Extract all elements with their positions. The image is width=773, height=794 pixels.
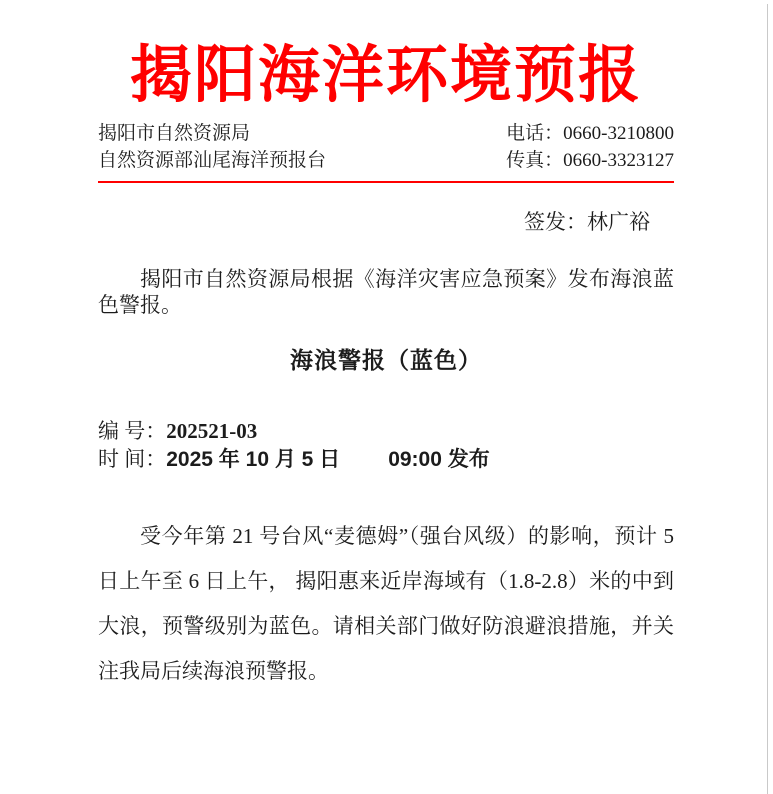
alert-time-date: 2025 年 10 月 5 日 bbox=[166, 448, 341, 472]
signer-name: 林广裕 bbox=[587, 210, 650, 235]
page-title: 揭阳海洋环境预报 bbox=[129, 42, 642, 110]
alert-heading: 海浪警报（蓝色） bbox=[290, 347, 482, 374]
alert-number-line bbox=[98, 417, 674, 445]
page-edge-border bbox=[767, 4, 768, 794]
letterhead-org-block bbox=[98, 120, 326, 174]
letterhead bbox=[98, 120, 674, 174]
fax-value: 0660-3323127 bbox=[563, 150, 674, 172]
alert-number-label: 编 号： bbox=[98, 419, 167, 444]
alert-meta-block bbox=[98, 417, 674, 474]
phone-line bbox=[506, 120, 674, 147]
intro-paragraph: 揭阳市自然资源局根据《海洋灾害应急预案》发布海浪蓝色警报。 bbox=[98, 267, 674, 318]
phone-value: 0660-3210800 bbox=[563, 123, 674, 145]
alert-time-line bbox=[98, 445, 674, 474]
org-name-line1: 揭阳市自然资源局 bbox=[98, 123, 251, 145]
alert-number-value: 202521-03 bbox=[166, 419, 258, 444]
alert-time-publish: 09:00 发布 bbox=[388, 448, 490, 472]
signer-label: 签发： bbox=[524, 210, 587, 235]
header-divider-line bbox=[98, 181, 674, 183]
body-paragraph: 受今年第 21 号台风“麦德姆”（强台风级）的影响，预计 5 日上午至 6 日上午， 揭阳惠来近岸海域有（1.8-2.8）米的中到大浪，预警级别为蓝色。请相关部门做好防浪避浪措施，并关注我局后续海浪预警报。 bbox=[98, 524, 674, 684]
letterhead-contact-block bbox=[506, 120, 674, 174]
phone-label: 电话： bbox=[506, 123, 564, 145]
org-name-line2: 自然资源部汕尾海洋预报台 bbox=[98, 150, 327, 172]
fax-line bbox=[506, 147, 674, 174]
document-page bbox=[98, 0, 674, 694]
fax-label: 传真： bbox=[506, 150, 564, 172]
signer-line bbox=[98, 210, 674, 234]
alert-time-label: 时 间： bbox=[98, 447, 167, 472]
